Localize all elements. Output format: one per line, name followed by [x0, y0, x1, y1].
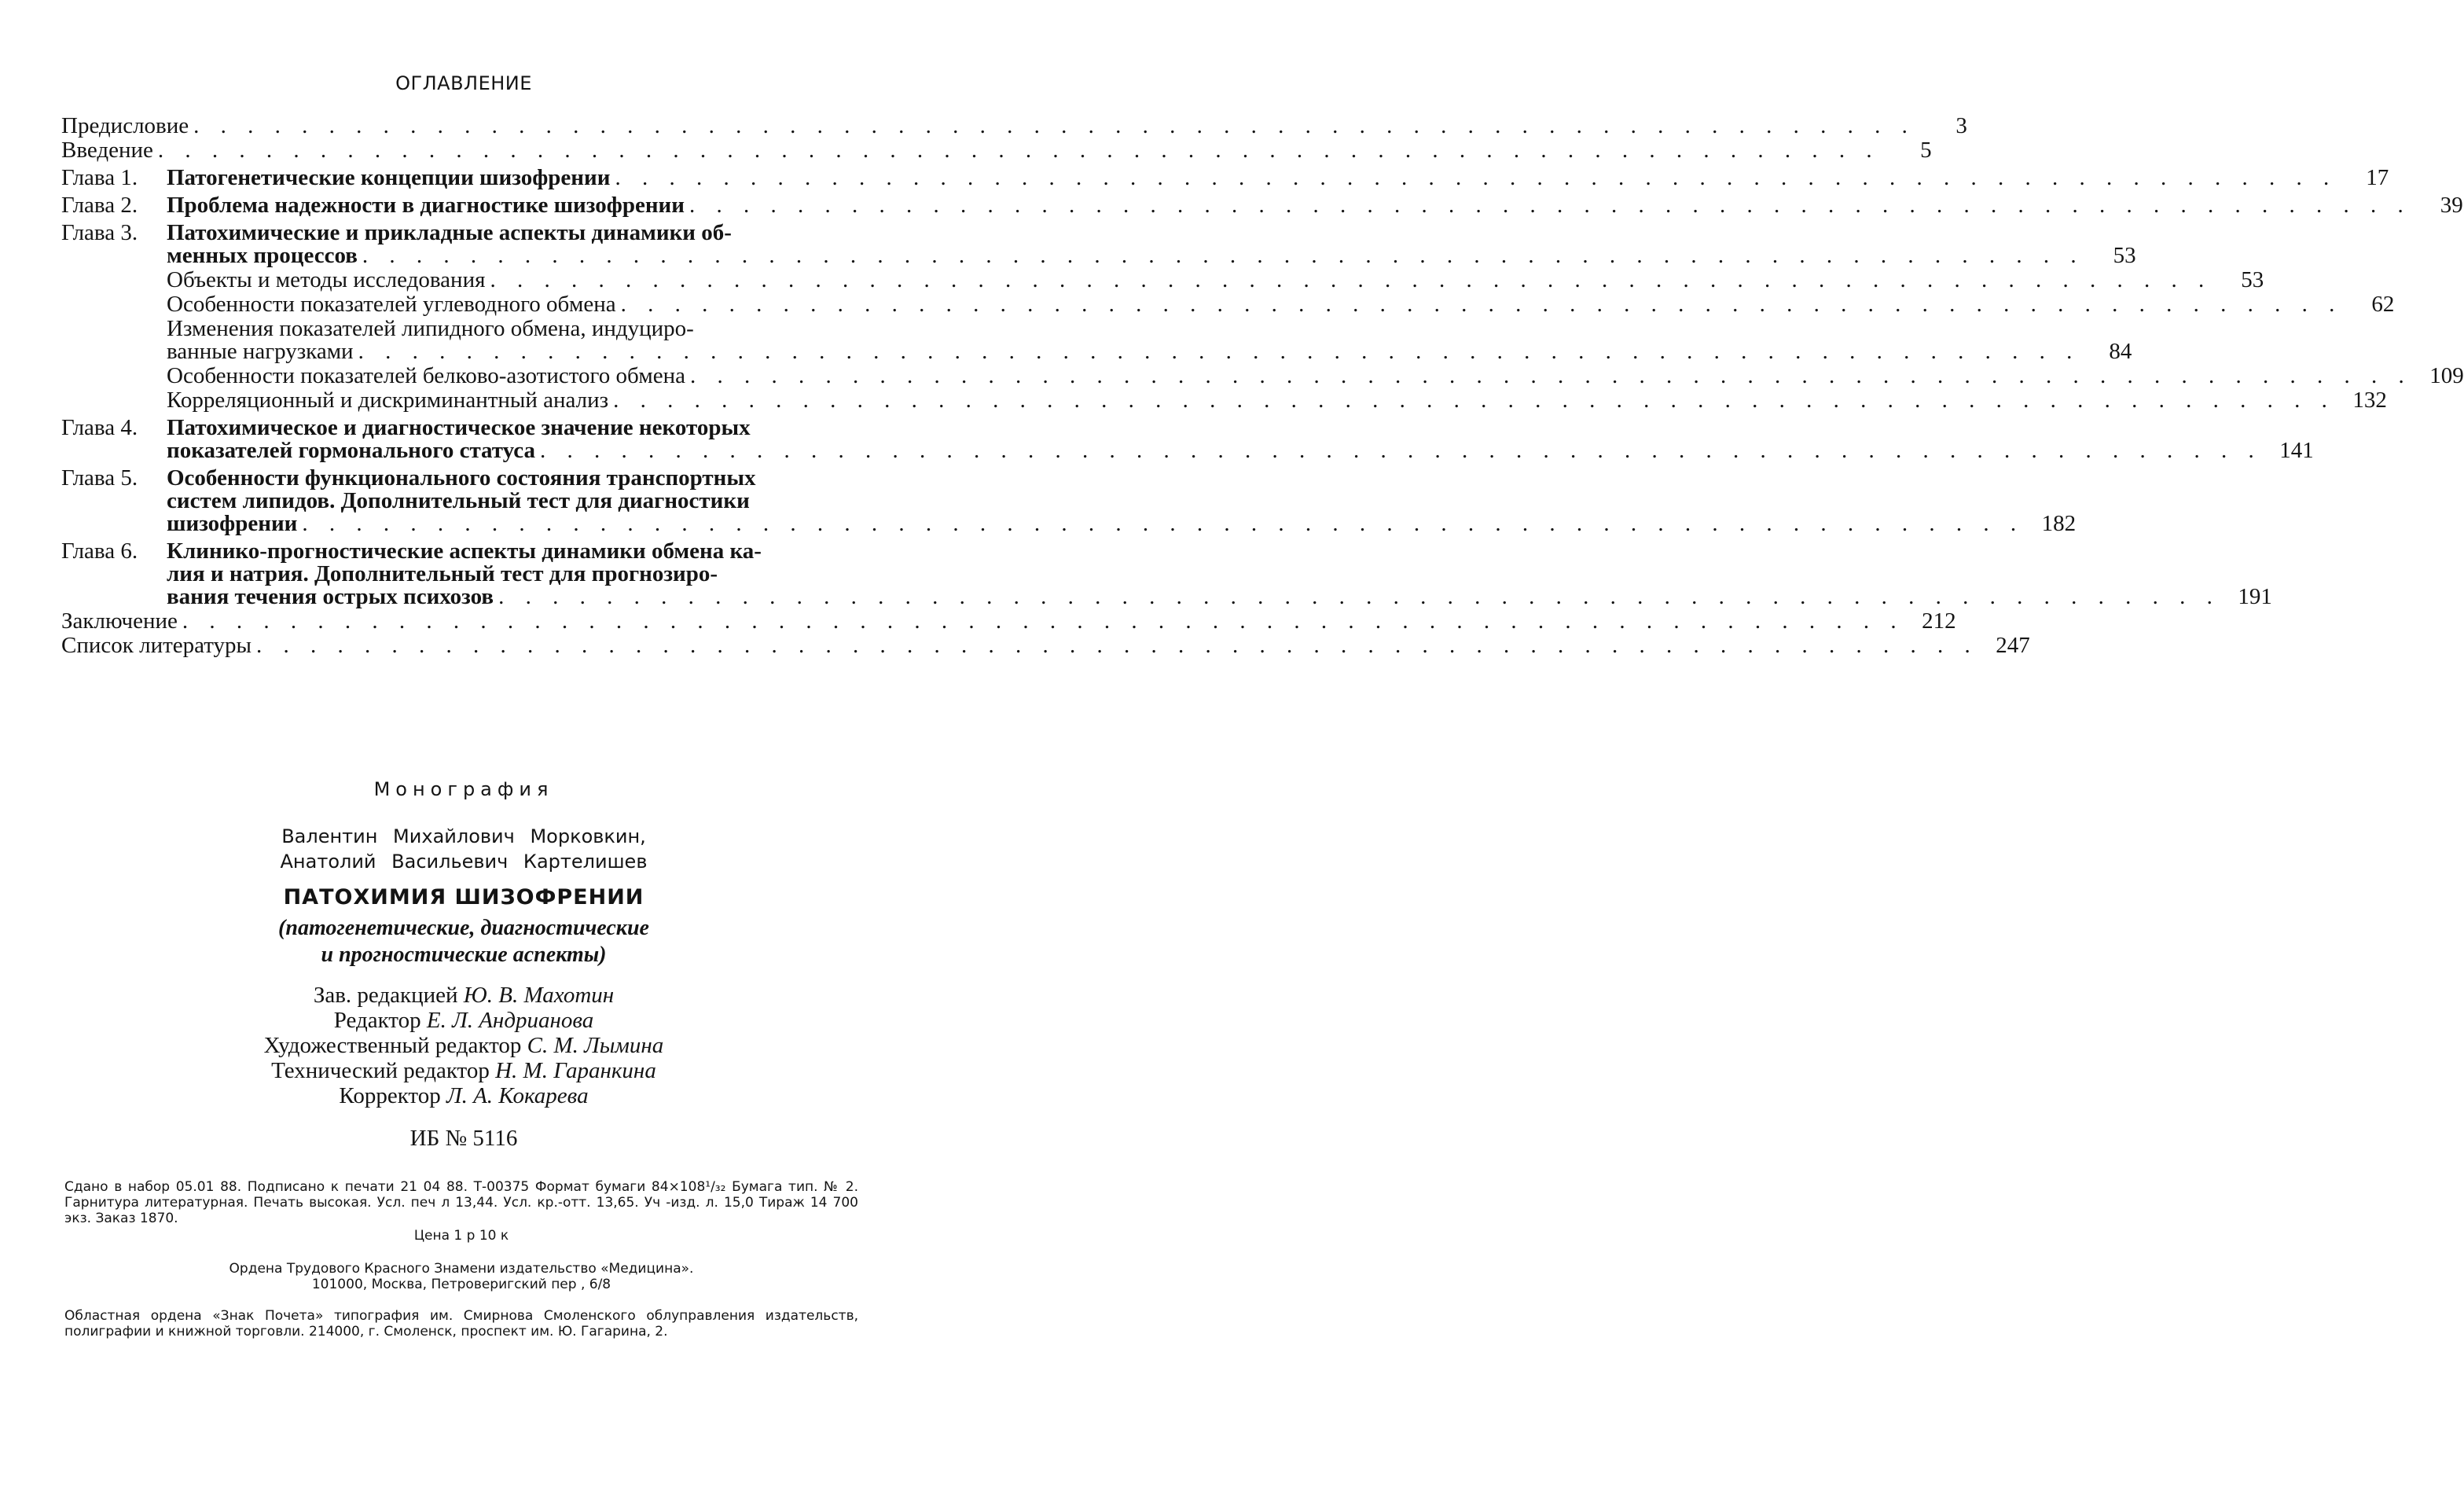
table-of-contents: [61, 113, 2464, 659]
toc-entry: [61, 608, 1956, 634]
dot-leader: . . . . . . . . . . . . . . . . . . . . . . . . . . . . . . . . . . . . . . . . . . . . . . . . . . . . . . . . . . . . . . . .: [540, 438, 2262, 463]
book-subtitle-line: и прогностические аспекты): [321, 943, 607, 967]
page-number: 109: [2429, 363, 2464, 388]
dot-leader: . . . . . . . . . . . . . . . . . . . . . . . . . . . . . . . . . . . . . . . . . . . . . . . . . . . . . . . . . . . . . . . .: [256, 633, 1978, 658]
chapter-number: Глава 6.: [61, 538, 138, 564]
dot-leader: . . . . . . . . . . . . . . . . . . . . . . . . . . . . . . . . . . . . . . . . . . . . . . . . . . . . . . . . . . . . . . . .: [302, 511, 2025, 536]
price: Цена 1 р 10 к: [413, 1228, 509, 1244]
chapter-number: Глава 1.: [61, 165, 138, 190]
chapter-number: Глава 4.: [61, 415, 138, 440]
toc-entry: [61, 113, 1967, 138]
page-number: 212: [1922, 608, 1956, 634]
toc-entry-text: шизофрении: [167, 511, 298, 536]
book-subtitle-line: (патогенетические, диагностические: [278, 916, 649, 940]
staff-name: Е. Л. Андрианова: [426, 1008, 594, 1033]
toc-entry: [61, 138, 1932, 163]
toc-entry-text: Особенности показателей белково-азотистого обмена: [167, 363, 686, 388]
toc-entry: [61, 220, 2136, 268]
toc-entry: [61, 633, 2030, 658]
chapter-number: Глава 3.: [61, 220, 138, 245]
staff-line: [0, 1033, 927, 1058]
staff-name: Ю. В. Махотин: [463, 983, 615, 1008]
staff-line: [0, 1008, 927, 1033]
toc-entry-text: Патохимическое и диагностическое значение некоторых: [167, 415, 751, 440]
page-number: 191: [2238, 584, 2272, 609]
dot-leader: . . . . . . . . . . . . . . . . . . . . . . . . . . . . . . . . . . . . . . . . . . . . . . . . . . . . . . . . . . . . . . . .: [620, 292, 2343, 317]
page-number: 53: [2241, 267, 2264, 292]
dot-leader: . . . . . . . . . . . . . . . . . . . . . . . . . . . . . . . . . . . . . . . . . . . . . . . . . . . . . . . . . . . . . . . .: [182, 608, 1904, 634]
dot-leader: . . . . . . . . . . . . . . . . . . . . . . . . . . . . . . . . . . . . . . . . . . . . . . . . . . . . . . . . . . . . . . . .: [615, 165, 2337, 190]
toc-entry-text: ванные нагрузками: [167, 339, 354, 364]
dot-leader: . . . . . . . . . . . . . . . . . . . . . . . . . . . . . . . . . . . . . . . . . . . . . . . . . . . . . . . . . . . . . . . .: [689, 193, 2411, 218]
toc-entry-text: Изменения показателей липидного обмена, индуциро-: [167, 316, 694, 341]
book-title: ПАТОХИМИЯ ШИЗОФРЕНИИ: [283, 885, 644, 910]
toc-entry: [61, 465, 2077, 536]
toc-entry-text: лия и натрия. Дополнительный тест для прогнозиро-: [167, 561, 718, 586]
toc-entry: [61, 363, 2464, 388]
staff-role: Редактор: [333, 1008, 421, 1033]
staff-name: Н. М. Гаранкина: [495, 1058, 656, 1083]
page-number: 84: [2109, 339, 2132, 364]
page-number: 5: [1920, 138, 1932, 163]
toc-entry-text: Предисловие: [61, 113, 189, 138]
chapter-number: Глава 2.: [61, 193, 138, 218]
toc-entry-text: Введение: [61, 138, 153, 163]
dot-leader: . . . . . . . . . . . . . . . . . . . . . . . . . . . . . . . . . . . . . . . . . . . . . . . . . . . . . . . . . . . . . . . .: [358, 339, 2080, 364]
toc-entry-text: Клинико-прогностические аспекты динамики обмена ка-: [167, 538, 762, 564]
dot-leader: . . . . . . . . . . . . . . . . . . . . . . . . . . . . . . . . . . . . . . . . . . . . . . . . . . . . . . . . . . . . . . . .: [490, 267, 2212, 292]
genre-label: Монография: [373, 778, 554, 800]
staff-role: Художественный редактор: [263, 1033, 522, 1058]
toc-entry-text: Особенности показателей углеводного обмена: [167, 292, 616, 317]
page-number: 141: [2279, 438, 2314, 463]
toc-entry-text: менных процессов: [167, 243, 358, 268]
dot-leader: . . . . . . . . . . . . . . . . . . . . . . . . . . . . . . . . . . . . . . . . . . . . . . . . . . . . . . . . . . . . . . . .: [193, 113, 1915, 138]
publisher-line: 101000, Москва, Петроверигский пер , 6/8: [311, 1277, 611, 1292]
dot-leader: . . . . . . . . . . . . . . . . . . . . . . . . . . . . . . . . . . . . . . . . . . . . . . . . . . . . . . . . . . . . . . . .: [157, 138, 1880, 163]
toc-entry-text: Корреляционный и дискриминантный анализ: [167, 388, 609, 413]
staff-role: Технический редактор: [271, 1058, 490, 1083]
page-number: 247: [1996, 633, 2030, 658]
toc-entry: [61, 538, 2272, 609]
toc-entry-text: систем липидов. Дополнительный тест для диагностики: [167, 488, 750, 513]
toc-entry-text: Объекты и методы исследования: [167, 267, 486, 292]
toc-entry-text: Заключение: [61, 608, 178, 634]
toc-entry: [61, 292, 2395, 317]
author-line: Анатолий Васильевич Картелишев: [280, 851, 648, 873]
ib-number: ИБ № 5116: [409, 1126, 518, 1151]
production-details: Сдано в набор 05.01 88. Подписано к печати 21 04 88. Т-00375 Формат бумаги 84×108¹/₃₂ Бумага тип. № 2. Гарнитура литературная. Печать высокая. Усл. печ л 13,44. Усл. кр.-отт. 13,65. Уч -изд. л. 15,0 Тираж 14 700 экз. Заказ 1870.: [64, 1179, 858, 1226]
toc-entry-text: показателей гормонального статуса: [167, 438, 535, 463]
toc-entry-text: Список литературы: [61, 633, 252, 658]
toc-entry: [61, 165, 2389, 190]
toc-entry: [61, 267, 2264, 292]
dot-leader: . . . . . . . . . . . . . . . . . . . . . . . . . . . . . . . . . . . . . . . . . . . . . . . . . . . . . . . . . . . . . . . .: [362, 243, 2084, 268]
dot-leader: . . . . . . . . . . . . . . . . . . . . . . . . . . . . . . . . . . . . . . . . . . . . . . . . . . . . . . . . . . . . . . . .: [498, 584, 2220, 609]
publisher-line: Ордена Трудового Красного Знамени издательство «Медицина».: [229, 1261, 694, 1277]
staff-role: Корректор: [339, 1083, 441, 1108]
page-number: 182: [2041, 511, 2077, 536]
page-number: 3: [1955, 113, 1967, 138]
staff-line: [0, 1058, 927, 1083]
toc-entry: [61, 193, 2463, 218]
staff-role: Зав. редакцией: [313, 983, 458, 1008]
page-number: 132: [2352, 388, 2387, 413]
staff-name: Л. А. Кокарева: [446, 1083, 589, 1108]
toc-entry-text: вания течения острых психозов: [167, 584, 494, 609]
author-line: Валентин Михайлович Морковкин,: [281, 825, 646, 847]
page-number: 53: [2113, 243, 2136, 268]
toc-entry-text: Особенности функционального состояния транспортных: [167, 465, 756, 491]
dot-leader: . . . . . . . . . . . . . . . . . . . . . . . . . . . . . . . . . . . . . . . . . . . . . . . . . . . . . . . . . . . . . . . .: [613, 388, 2335, 413]
toc-entry: [61, 388, 2387, 413]
page-number: 62: [2371, 292, 2395, 317]
printer-info: Областная ордена «Знак Почета» типография им. Смирнова Смоленского облуправления издательств, полиграфии и книжной торговли. 214000, г. Смоленск, проспект им. Ю. Гагарина, 2.: [64, 1308, 858, 1339]
page-number: 17: [2366, 165, 2389, 190]
page-number: 39: [2440, 193, 2463, 218]
dot-leader: . . . . . . . . . . . . . . . . . . . . . . . . . . . . . . . . . . . . . . . . . . . . . . . . . . . . . . . . . . . . . . . .: [690, 363, 2412, 388]
toc-title: ОГЛАВЛЕНИЕ: [395, 72, 532, 94]
staff-line: [0, 983, 927, 1008]
staff-line: [0, 1083, 927, 1108]
toc-entry: [61, 415, 2314, 463]
staff-name: С. М. Лымина: [527, 1033, 664, 1058]
chapter-number: Глава 5.: [61, 465, 138, 491]
toc-entry-text: Проблема надежности в диагностике шизофрении: [167, 193, 685, 218]
toc-entry-text: Патогенетические концепции шизофрении: [167, 165, 611, 190]
toc-entry-text: Патохимические и прикладные аспекты динамики об-: [167, 220, 732, 245]
toc-entry: [61, 316, 2132, 364]
